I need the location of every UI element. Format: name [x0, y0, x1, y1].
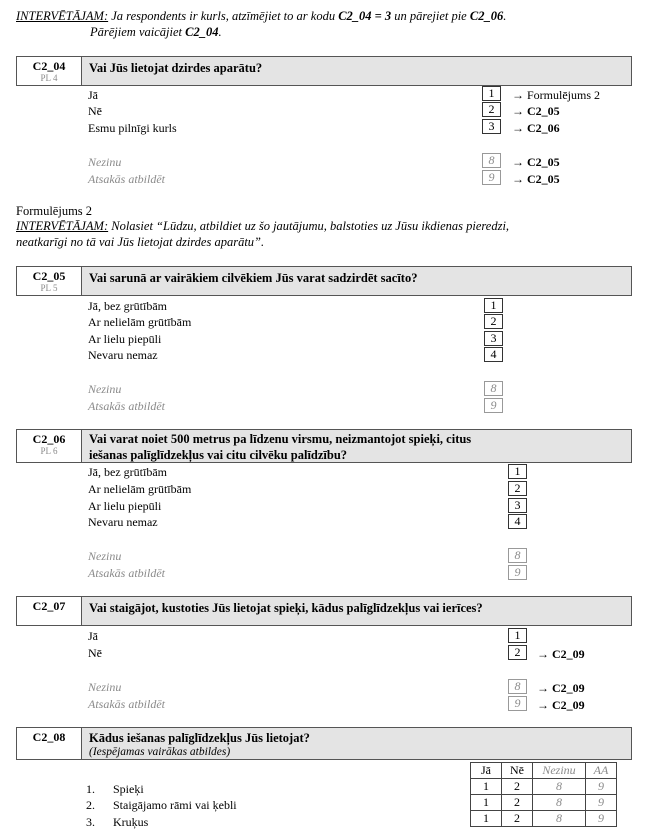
answer-box[interactable]: 9	[484, 398, 503, 413]
question-code-cell	[17, 57, 82, 85]
option-label: Ar lielu piepūli	[88, 499, 162, 513]
question-code: C2_08	[32, 730, 66, 744]
grid-cell[interactable]: 8	[533, 795, 586, 811]
skip-arrow: → C2_05	[512, 155, 560, 169]
option-label: Nevaru nemaz	[88, 515, 158, 529]
formulation-instruction	[16, 219, 509, 234]
skip-arrow: → C2_05	[512, 104, 560, 118]
option-label-refused: Atsakās atbildēt	[88, 697, 165, 711]
skip-arrow: → Formulējums 2	[512, 88, 601, 102]
question-text-line1: Vai varat noiet 500 metrus pa līdzenu virsmu, neizmantojot spieķi, citus	[89, 432, 472, 446]
answer-box[interactable]: 9	[482, 170, 501, 185]
skip-arrow: → C2_06	[512, 121, 560, 135]
instruction-text-2: un pārejiet pie	[391, 9, 470, 23]
column-header-dont-know: Nezinu	[533, 763, 586, 779]
option-label: Ar lielu piepūli	[88, 332, 162, 346]
instruction-line2-text: Pārējiem vaicājiet	[90, 25, 186, 39]
option-label-dont-know: Nezinu	[88, 382, 122, 396]
answer-box[interactable]: 3	[508, 498, 527, 513]
instruction-line2-code: C2_04	[185, 25, 219, 39]
answer-box[interactable]: 1	[484, 298, 503, 313]
option-label: Jā, bez grūtībām	[88, 465, 167, 479]
interviewer-instruction-line2: Pārējiem vaicājiet C2_04.	[90, 25, 222, 39]
row-number: 2.	[86, 798, 95, 812]
question-header-c2-04	[16, 56, 632, 86]
answer-box[interactable]: 1	[508, 464, 527, 479]
answer-box[interactable]: 1	[482, 86, 501, 101]
option-label: Esmu pilnīgi kurls	[88, 121, 177, 135]
option-label: Jā	[88, 88, 98, 102]
instruction-text: Ja respondents ir kurls, atzīmējiet to ar kodu	[108, 9, 339, 23]
formulation-title: Formulējums 2	[16, 204, 93, 218]
question-pl: PL 6	[40, 446, 58, 456]
row-number: 3.	[86, 815, 95, 829]
row-label: Kruķus	[113, 815, 149, 829]
instruction-code: C2_04 = 3	[338, 9, 392, 23]
question-code: C2_04	[32, 59, 66, 73]
skip-arrow: → C2_05	[512, 172, 560, 186]
grid-cell[interactable]: 9	[586, 811, 617, 827]
option-label: Jā	[88, 629, 98, 643]
skip-arrow: → C2_09	[537, 647, 585, 661]
option-label-dont-know: Nezinu	[88, 680, 122, 694]
column-header-refused: AA	[586, 763, 617, 779]
answer-box[interactable]: 9	[508, 696, 527, 711]
question-text: Vai staigājot, kustoties Jūs lietojat spieķi, kādus palīglīdzekļus vai ierīces?	[89, 601, 483, 615]
answer-box[interactable]: 8	[484, 381, 503, 396]
instruction-goto: C2_06	[469, 9, 504, 23]
answer-box[interactable]: 4	[508, 514, 527, 529]
question-text	[89, 730, 623, 758]
answer-grid	[470, 762, 617, 827]
column-header-no: Nē	[502, 763, 533, 779]
question-pl: PL 4	[40, 73, 58, 83]
question-header-c2-08	[16, 727, 632, 760]
answer-box[interactable]: 2	[484, 314, 503, 329]
question-header-c2-06	[16, 429, 632, 463]
grid-cell[interactable]: 2	[502, 779, 533, 795]
formulation-text-1: Nolasiet “Lūdzu, atbildiet uz šo jautājumu, balstoties uz Jūsu ikdienas pieredzi,	[108, 219, 510, 233]
answer-box[interactable]: 4	[484, 347, 503, 362]
answer-box[interactable]: 2	[508, 645, 527, 660]
option-label: Nē	[88, 104, 102, 118]
row-label: Spieķi	[113, 782, 144, 796]
option-label: Ar nelielām grūtībām	[88, 315, 192, 329]
question-code-cell	[17, 597, 82, 625]
question-text: Vai sarunā ar vairākiem cilvēkiem Jūs varat sadzirdēt sacīto?	[89, 271, 418, 285]
option-label-refused: Atsakās atbildēt	[88, 566, 165, 580]
grid-cell[interactable]: 9	[586, 779, 617, 795]
question-header-c2-07	[16, 596, 632, 626]
question-code-cell	[17, 267, 82, 295]
question-text: Vai Jūs lietojat dzirdes aparātu?	[89, 61, 263, 75]
grid-cell[interactable]: 9	[586, 795, 617, 811]
grid-cell[interactable]: 1	[471, 795, 502, 811]
grid-cell[interactable]: 1	[471, 779, 502, 795]
row-number: 1.	[86, 782, 95, 796]
question-code-cell	[17, 430, 82, 462]
answer-box[interactable]: 2	[508, 481, 527, 496]
row-label: Staigājamo rāmi vai ķebli	[113, 798, 237, 812]
question-subtext: (Iespējamas vairākas atbildes)	[89, 746, 231, 758]
option-label-dont-know: Nezinu	[88, 155, 122, 169]
question-text-line2: iešanas palīglīdzekļus vai citu cilvēku palīdzību?	[89, 448, 348, 462]
question-header-c2-05	[16, 266, 632, 296]
answer-box[interactable]: 8	[508, 548, 527, 563]
option-label: Jā, bez grūtībām	[88, 299, 167, 313]
grid-cell[interactable]: 2	[502, 811, 533, 827]
question-text-line: Kādus iešanas palīglīdzekļus Jūs lietojat?	[89, 731, 310, 745]
answer-box[interactable]: 8	[508, 679, 527, 694]
answer-box[interactable]: 1	[508, 628, 527, 643]
grid-cell[interactable]: 1	[471, 811, 502, 827]
question-code: C2_05	[32, 269, 66, 283]
question-text	[89, 431, 623, 463]
answer-box[interactable]: 2	[482, 102, 501, 117]
skip-arrow: → C2_09	[537, 681, 585, 695]
answer-box[interactable]: 9	[508, 565, 527, 580]
option-label: Nevaru nemaz	[88, 348, 158, 362]
option-label-refused: Atsakās atbildēt	[88, 399, 165, 413]
option-label-refused: Atsakās atbildēt	[88, 172, 165, 186]
answer-box[interactable]: 3	[482, 119, 501, 134]
interviewer-instruction: INTERVĒTĀJAM: Ja respondents ir kurls, atzīmējiet to ar kodu C2_04 = 3 un pārejiet pie C2_06.	[16, 9, 507, 23]
skip-arrow: → C2_09	[537, 698, 585, 712]
interviewer-label: INTERVĒTĀJAM:	[16, 9, 109, 23]
answer-box[interactable]: 3	[484, 331, 503, 346]
question-code: C2_06	[32, 432, 66, 446]
formulation-text-2: neatkarīgi no tā vai Jūs lietojat dzirdes aparātu”.	[16, 235, 265, 249]
grid-cell[interactable]: 8	[533, 779, 586, 795]
option-label: Ar nelielām grūtībām	[88, 482, 192, 496]
question-code: C2_07	[32, 599, 66, 613]
option-label: Nē	[88, 646, 102, 660]
option-label-dont-know: Nezinu	[88, 549, 122, 563]
interviewer-label: INTERVĒTĀJAM:	[16, 219, 109, 233]
answer-box[interactable]: 8	[482, 153, 501, 168]
grid-cell[interactable]: 8	[533, 811, 586, 827]
question-code-cell	[17, 728, 82, 759]
grid-cell[interactable]: 2	[502, 795, 533, 811]
column-header-yes: Jā	[471, 763, 502, 779]
question-pl: PL 5	[40, 283, 58, 293]
